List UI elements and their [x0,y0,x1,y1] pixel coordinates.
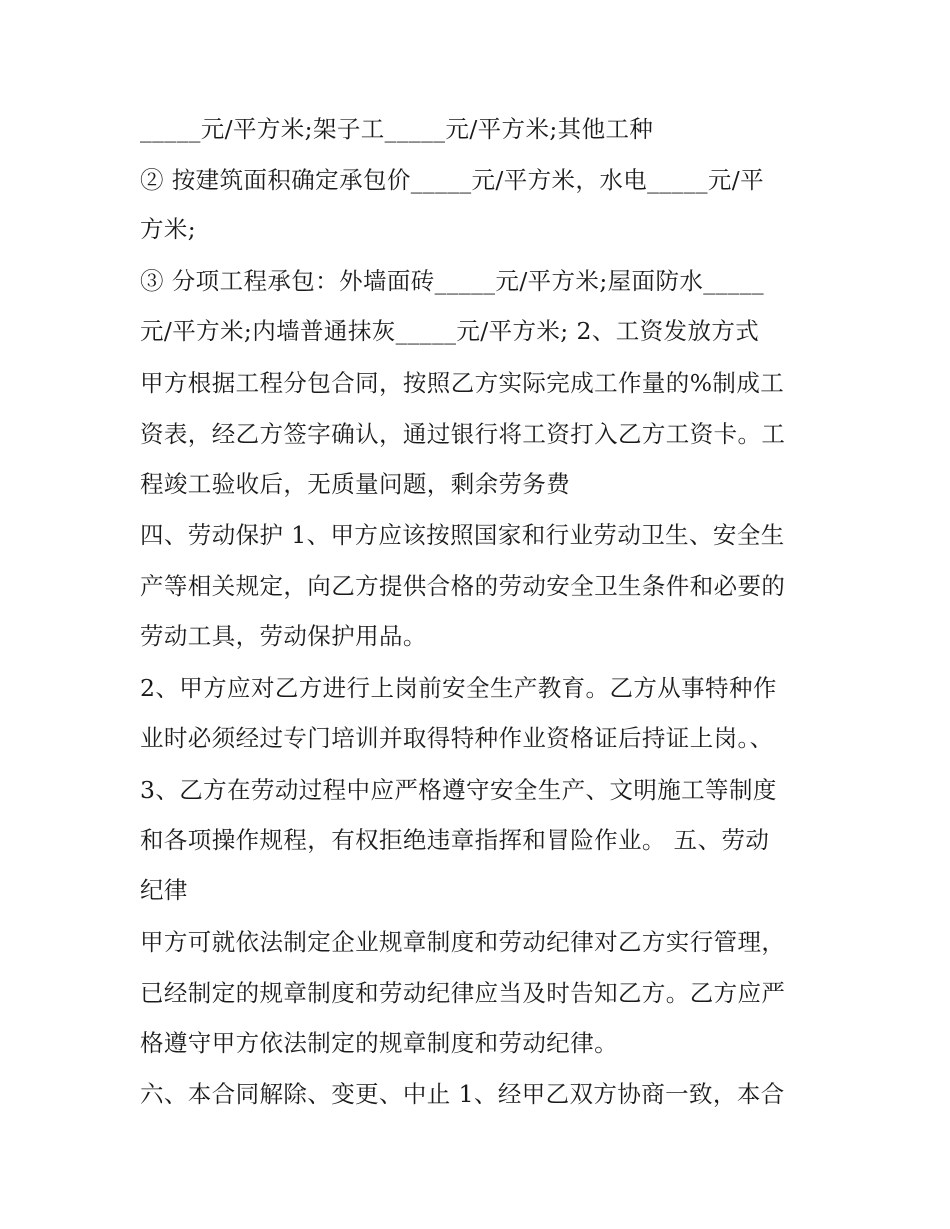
text-line: _____元/平方米;架子工_____元/平方米;其他工种 [140,115,654,143]
text-line: 格遵守甲方依法制定的规章制度和劳动纪律。 [140,1029,618,1057]
text-line: 四、劳动保护 1、甲方应该按照国家和行业劳动卫生、安全生 [140,521,785,549]
text-line: 六、本合同解除、变更、中止 1、经甲乙双方协商一致，本合 [140,1080,785,1108]
text-line: 方米; [140,215,197,243]
text-line: 和各项操作规程，有权拒绝违章指挥和冒险作业。 五、劳动 [140,826,770,854]
text-line: 业时必须经过专门培训并取得特种作业资格证后持证上岗。、 [140,724,774,752]
text-line: 2、甲方应对乙方进行上岗前安全生产教育。乙方从事特种作 [140,674,777,702]
text-line: ③ 分项工程承包：外墙面砖_____元/平方米;屋面防水_____ [140,267,765,295]
text-line: 产等相关规定，向乙方提供合格的劳动安全卫生条件和必要的 [140,572,786,600]
text-line: 程竣工验收后，无质量问题，剩余劳务费 [140,470,571,498]
text-line: 3、乙方在劳动过程中应严格遵守安全生产、文明施工等制度 [140,776,777,804]
text-line: ② 按建筑面积确定承包价_____元/平方米，水电_____元/平 [140,166,765,194]
text-line: 劳动工具，劳动保护用品。 [140,622,427,650]
text-line: 甲方可就依法制定企业规章制度和劳动纪律对乙方实行管理， [140,928,786,956]
text-line: 甲方根据工程分包合同，按照乙方实际完成工作量的%制成工 [140,369,785,397]
text-line: 纪律 [140,876,188,904]
text-line: 已经制定的规章制度和劳动纪律应当及时告知乙方。乙方应严 [140,979,786,1007]
text-line: 元/平方米;内墙普通抹灰_____元/平方米; 2、工资发放方式 [140,317,760,345]
text-line: 资表，经乙方签字确认，通过银行将工资打入乙方工资卡。工 [140,420,786,448]
